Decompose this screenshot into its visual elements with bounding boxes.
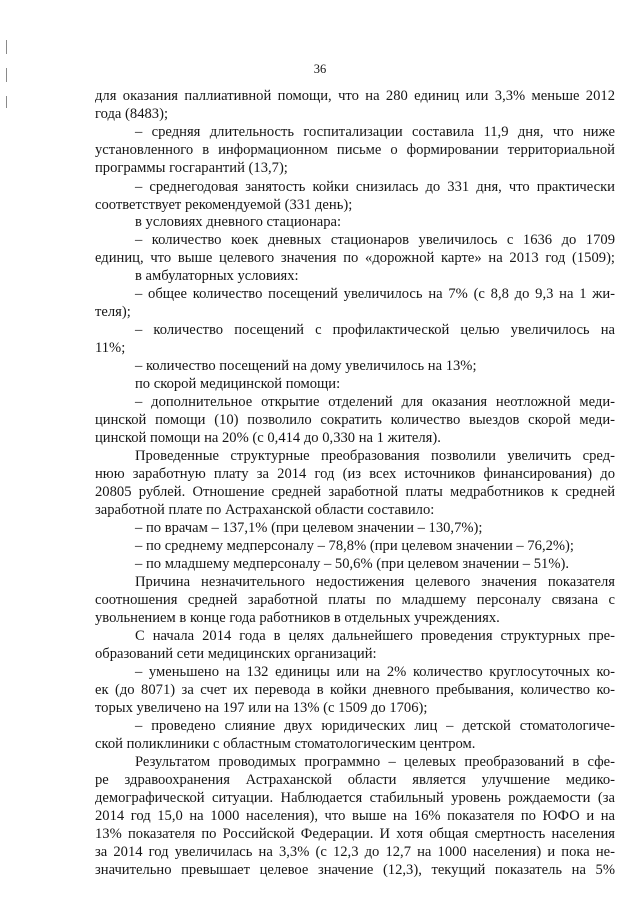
text-line: единиц, что выше целевого значения по «дорожной карте» на 2013 год (1509); [95,250,615,266]
text-line: в амбулаторных условиях: [135,268,299,284]
text-line: – общее количество посещений увеличилось на 7% (с 8,8 до 9,3 на 1 жи- [135,286,615,302]
text-line: – уменьшено на 132 единицы или на 2% количество круглосуточных ко- [135,664,615,680]
text-line: ек (до 8071) за счет их перевода в койки дневного пребывания, количество ко- [95,682,615,698]
text-line: 13% показателя по Российской Федерации. И хотя общая смертность населения [95,826,615,842]
text-line: – по младшему медперсоналу – 50,6% (при целевом значении – 51%). [135,556,569,572]
text-line: – дополнительное открытие отделений для оказания неотложной меди- [135,394,615,410]
text-line: 2014 год 15,0 на 1000 населения), что выше на 16% показателя по ЮФО и на [95,808,615,824]
scan-margin-mark [6,40,7,54]
text-line: по скорой медицинской помощи: [135,376,341,392]
text-line: цинской помощи на 20% (с 0,414 до 0,330 на 1 жителя). [95,430,441,446]
text-line: Результатом проводимых программно – целевых преобразований в сфе- [135,754,615,770]
text-line: в условиях дневного стационара: [135,214,342,230]
text-line: – среднегодовая занятость койки снизилась до 331 дня, что практически [135,179,615,195]
text-line: – по среднему медперсоналу – 78,8% (при целевом значении – 76,2%); [135,538,574,554]
text-line: нюю заработную плату за 2014 год (из всех источников финансирования) до [95,466,615,482]
text-line: заработной плате по Астраханской области составило: [95,502,435,518]
text-line: – количество коек дневных стационаров увеличилось с 1636 до 1709 [135,232,615,248]
text-line: – средняя длительность госпитализации составила 11,9 дня, что ниже [135,124,615,140]
text-line: демографической ситуации. Наблюдается стабильный уровень рождаемости (за [95,790,615,806]
text-line: – по врачам – 137,1% (при целевом значении – 130,7%); [135,520,483,536]
text-line: Проведенные структурные преобразования позволили увеличить сред- [135,448,615,464]
text-line: за 2014 год увеличилась на 3,3% (с 12,3 до 12,7 на 1000 населения) и пока не- [95,844,615,860]
text-line: – количество посещений с профилактической целью увеличилось на [135,322,615,338]
text-line: установленного в информационном письме о формировании территориальной [95,142,615,158]
text-line: – проведено слияние двух юридических лиц – детской стоматологиче- [135,718,615,734]
text-line: соотношения средней заработной платы по младшему персоналу связана с [95,592,615,608]
text-line: увольнением в конце года работников в отдельных учреждениях. [95,610,500,626]
text-line: теля); [95,304,131,320]
text-line: программы госгарантий (13,7); [95,160,288,176]
text-line: ре здравоохранения Астраханской области является улучшение медико- [95,772,615,788]
text-line: значительно превышает целевое значение (12,3), текущий показатель на 5% [95,862,615,878]
text-line: для оказания паллиативной помощи, что на 280 единиц или 3,3% меньше 2012 [95,88,615,104]
page-number: 36 [313,62,327,76]
text-line: торых увеличено на 197 или на 13% (с 1509 до 1706); [95,700,428,716]
text-line: – количество посещений на дому увеличилось на 13%; [135,358,477,374]
text-line: года (8483); [95,106,169,122]
scan-margin-mark [6,96,7,108]
text-line: С начала 2014 года в целях дальнейшего проведения структурных пре- [135,628,615,644]
text-line: 11%; [95,340,126,356]
text-line: ской поликлиники с областным стоматологическим центром. [95,736,476,752]
text-line: 20805 рублей. Отношение средней заработной платы медработников к средней [95,484,615,500]
text-line: образований сети медицинских организаций: [95,646,377,662]
text-line: цинской помощи (10) позволило сократить количество выездов скорой меди- [95,412,615,428]
text-line: Причина незначительного недостижения целевого значения показателя [135,574,615,590]
text-line: соответствует рекомендуемой (331 день); [95,197,353,213]
